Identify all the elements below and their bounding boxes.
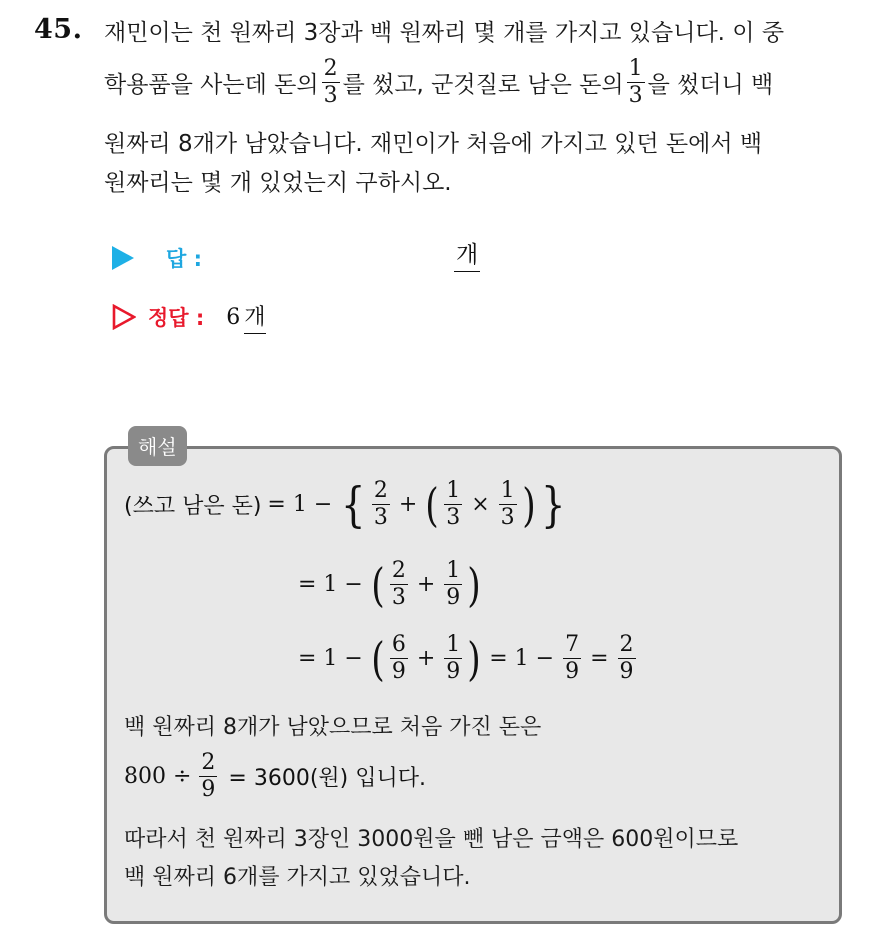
solution-line-6	[124, 752, 426, 801]
correct-answer-unit: 개	[244, 300, 265, 334]
fraction-numerator: 1	[446, 558, 461, 583]
fraction-denominator: 9	[446, 659, 461, 684]
close-paren: )	[521, 477, 536, 532]
fraction	[444, 480, 462, 529]
question-line-1: 재민이는 천 원짜리 3장과 백 원짜리 몇 개를 가지고 있습니다. 이 중	[104, 20, 785, 46]
fraction-numerator: 2	[373, 478, 388, 503]
fraction-denominator: 9	[619, 659, 634, 684]
fraction-numerator: 2	[323, 56, 338, 81]
open-paren: (	[425, 477, 439, 532]
solution-equation-1	[124, 476, 568, 533]
fraction-numerator: 1	[446, 478, 461, 503]
fraction-numerator: 2	[201, 750, 216, 775]
solution-line-7: 따라서 천 원짜리 3장인 3000원을 뺀 남은 금액은 600원이므로	[124, 827, 739, 852]
remaining-money-label: (쓰고 남은 돈)	[124, 494, 262, 519]
solution-line-5: 백 원짜리 8개가 남았으므로 처음 가진 돈은	[124, 715, 542, 740]
fraction-two-thirds	[322, 58, 340, 107]
close-paren: )	[467, 631, 481, 686]
times-sign: ×	[471, 492, 490, 517]
open-paren: (	[371, 557, 385, 612]
fraction-denominator: 9	[446, 585, 461, 610]
fraction	[444, 634, 462, 683]
fraction-denominator: 3	[628, 83, 643, 108]
fraction	[618, 634, 636, 683]
question-line-2-part-a: 학용품을 사는데 돈의	[104, 72, 319, 98]
fraction-denominator: 9	[565, 659, 580, 684]
fraction-numerator: 1	[446, 632, 461, 657]
fraction	[372, 480, 390, 529]
fraction-numerator: 2	[391, 558, 406, 583]
solution-tag: 해설	[128, 426, 187, 466]
answer-row	[112, 243, 202, 273]
close-paren: )	[467, 557, 481, 612]
fraction-denominator: 3	[391, 585, 406, 610]
fraction	[499, 480, 517, 529]
plus-sign: +	[416, 572, 436, 597]
fraction-denominator: 3	[323, 83, 338, 108]
solution-line-8: 백 원짜리 6개를 가지고 있었습니다.	[124, 865, 471, 890]
close-brace: }	[540, 476, 566, 533]
equals-one-minus: = 1 −	[298, 572, 363, 597]
fraction-denominator: 3	[446, 505, 461, 530]
answer-unit[interactable]: 개	[454, 236, 480, 272]
solution-line-6-part-a: 800 ÷	[124, 764, 192, 789]
solution-equation-2	[292, 557, 483, 612]
fraction-denominator: 9	[391, 659, 406, 684]
equals-one-minus: = 1 −	[267, 492, 333, 517]
equals-one-minus: = 1 −	[489, 646, 555, 671]
plus-sign: +	[416, 646, 436, 671]
correct-answer-label: 정답 :	[148, 306, 205, 330]
fraction-numerator: 1	[628, 56, 643, 81]
open-paren: (	[371, 631, 385, 686]
solution-line-6-part-b: = 3600(원) 입니다.	[228, 766, 426, 791]
plus-sign: +	[398, 492, 418, 517]
question-line-3: 원짜리 8개가 남았습니다. 재민이가 처음에 가지고 있던 돈에서 백	[104, 131, 763, 157]
open-brace: {	[341, 476, 366, 533]
question-line-2-part-b: 를 썼고, 군것질로 남은 돈의	[342, 72, 624, 98]
fraction	[390, 634, 408, 683]
play-triangle-icon	[112, 246, 134, 270]
question-line-4: 원짜리는 몇 개 있었는지 구하시오.	[104, 170, 452, 196]
question-line-2	[104, 58, 773, 107]
outline-triangle-icon	[112, 304, 136, 330]
fraction-numerator: 2	[619, 632, 634, 657]
fraction-denominator: 3	[373, 505, 388, 530]
question-line-2-part-c: 을 썼더니 백	[647, 72, 774, 98]
fraction-numerator: 7	[565, 632, 580, 657]
fraction-denominator: 3	[500, 505, 515, 530]
equals-sign: =	[590, 646, 609, 671]
fraction	[563, 634, 581, 683]
fraction-one-third	[627, 58, 645, 107]
fraction	[444, 560, 462, 609]
fraction-numerator: 1	[500, 478, 515, 503]
fraction-denominator: 9	[201, 777, 216, 802]
question-number: 45.	[34, 14, 83, 45]
correct-answer-value: 6	[226, 304, 241, 330]
solution-equation-3	[292, 631, 639, 686]
fraction	[390, 560, 408, 609]
correct-answer-row	[112, 300, 266, 334]
fraction	[199, 752, 217, 801]
equals-one-minus: = 1 −	[298, 646, 363, 671]
answer-label: 답 :	[166, 247, 202, 271]
fraction-numerator: 6	[391, 632, 406, 657]
